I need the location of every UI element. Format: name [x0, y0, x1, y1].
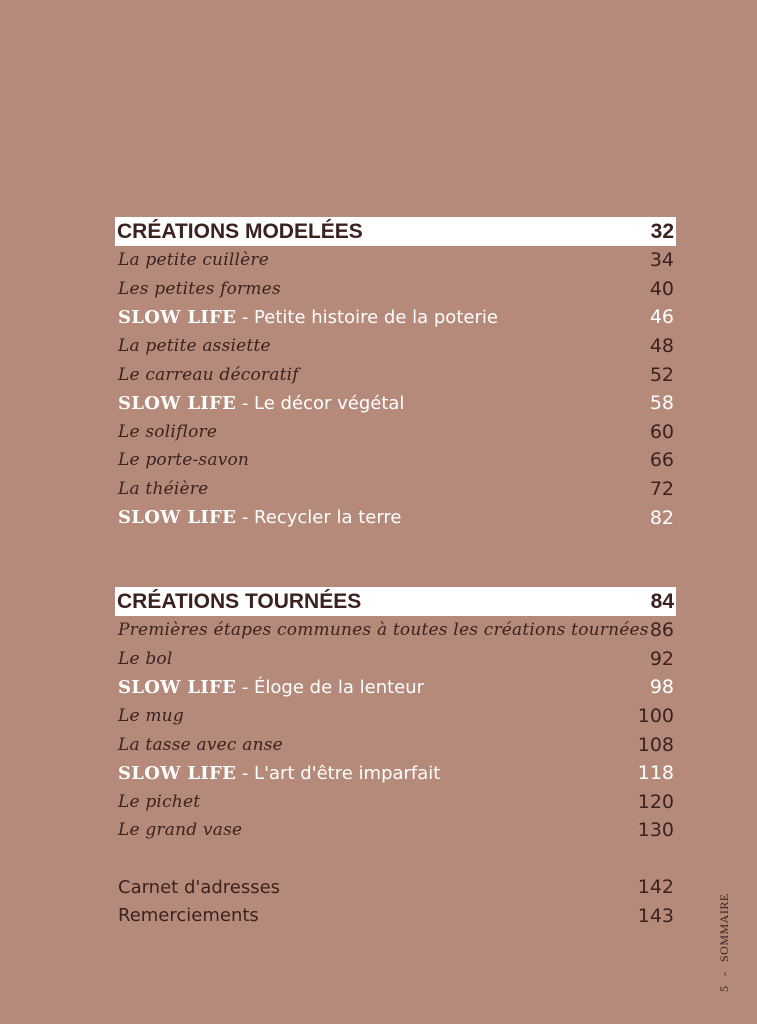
toc-entry[interactable]: [116, 616, 676, 645]
section-title: CRÉATIONS MODELÉES: [117, 219, 363, 243]
entry-page: 108: [637, 733, 674, 756]
page-number: 5: [717, 985, 731, 992]
section-creations-modelees: [116, 217, 676, 532]
entry-separator: -: [236, 306, 255, 328]
entry-label: Le pichet: [118, 791, 201, 812]
slow-life-tag: SLOW LIFE: [118, 306, 237, 328]
entry-label: Le carreau décoratif: [118, 364, 299, 385]
toc-entry-appendix[interactable]: [116, 902, 676, 931]
entry-label: Le soliflore: [118, 421, 218, 442]
entry-page: 34: [649, 249, 674, 272]
toc-entry-slow-life[interactable]: [116, 303, 676, 332]
entry-label: Premières étapes communes à toutes les créations tournées: [118, 620, 649, 641]
entry-page: 60: [649, 420, 674, 443]
toc-entry-slow-life[interactable]: [116, 673, 676, 702]
section-title: CRÉATIONS TOURNÉES: [117, 589, 362, 613]
toc-entry-slow-life[interactable]: [116, 759, 676, 788]
toc-entry[interactable]: [116, 702, 676, 731]
entry-separator: -: [236, 392, 255, 414]
toc-entry[interactable]: [116, 418, 676, 447]
entry-label: Éloge de la lenteur: [254, 676, 425, 698]
entry-page: 130: [637, 819, 674, 842]
section-page: 84: [650, 589, 674, 613]
toc-entry[interactable]: [116, 332, 676, 361]
entry-label: Remerciements: [118, 905, 259, 927]
entry-page: 66: [649, 449, 674, 472]
slow-life-tag: SLOW LIFE: [118, 507, 237, 529]
entry-page: 46: [649, 306, 674, 329]
entry-label: La tasse avec anse: [118, 734, 283, 755]
entry-label: La petite cuillère: [118, 250, 269, 271]
entry-label: Petite histoire de la poterie: [254, 306, 498, 328]
entry-separator: -: [236, 676, 255, 698]
entry-page: 142: [637, 876, 674, 899]
entry-page: 72: [649, 478, 674, 501]
entry-label: Le porte-savon: [118, 450, 250, 471]
entry-page: 120: [637, 790, 674, 813]
section-creations-tournees: [116, 587, 676, 845]
entry-label: Le bol: [118, 648, 173, 669]
section-page: 32: [650, 219, 674, 243]
section-header[interactable]: [115, 217, 676, 246]
toc-entry[interactable]: [116, 275, 676, 304]
entry-page: 48: [649, 335, 674, 358]
running-title: SOMMAIRE: [717, 893, 731, 962]
toc-entry-slow-life[interactable]: [116, 389, 676, 418]
slow-life-tag: SLOW LIFE: [118, 762, 237, 784]
slow-life-tag: SLOW LIFE: [118, 676, 237, 698]
entry-page: 40: [649, 277, 674, 300]
slow-life-tag: SLOW LIFE: [118, 392, 237, 414]
footer-separator: -: [717, 971, 731, 976]
toc-entry[interactable]: [116, 246, 676, 275]
entry-label: La théière: [118, 479, 209, 500]
entry-page: 118: [637, 762, 674, 785]
entry-page: 100: [637, 705, 674, 728]
section-header[interactable]: [115, 587, 676, 616]
entry-label: Les petites formes: [118, 278, 281, 299]
entry-page: 58: [649, 392, 674, 415]
toc-entry[interactable]: [116, 788, 676, 817]
appendix: [116, 873, 676, 930]
toc-entry[interactable]: [116, 645, 676, 674]
page-footer: [717, 893, 732, 992]
entry-label: Le mug: [118, 706, 184, 727]
entry-page: 98: [649, 676, 674, 699]
toc-entry[interactable]: [116, 360, 676, 389]
entry-page: 143: [637, 904, 674, 927]
entry-label: Le grand vase: [118, 820, 243, 841]
entry-label: Le décor végétal: [254, 392, 405, 414]
toc-entry-slow-life[interactable]: [116, 503, 676, 532]
toc-entry[interactable]: [116, 475, 676, 504]
entry-label: Recycler la terre: [254, 507, 402, 529]
entry-separator: -: [236, 507, 255, 529]
entry-page: 92: [649, 647, 674, 670]
entry-label: Carnet d'adresses: [118, 876, 281, 898]
toc-entry[interactable]: [116, 730, 676, 759]
entry-page: 82: [649, 506, 674, 529]
entry-label: La petite assiette: [118, 336, 271, 357]
toc-entry[interactable]: [116, 816, 676, 845]
toc-entry-appendix[interactable]: [116, 873, 676, 902]
entry-label: L'art d'être imparfait: [254, 762, 441, 784]
entry-page: 52: [649, 363, 674, 386]
toc-entry[interactable]: [116, 446, 676, 475]
entry-page: 86: [649, 619, 674, 642]
entry-separator: -: [236, 762, 255, 784]
